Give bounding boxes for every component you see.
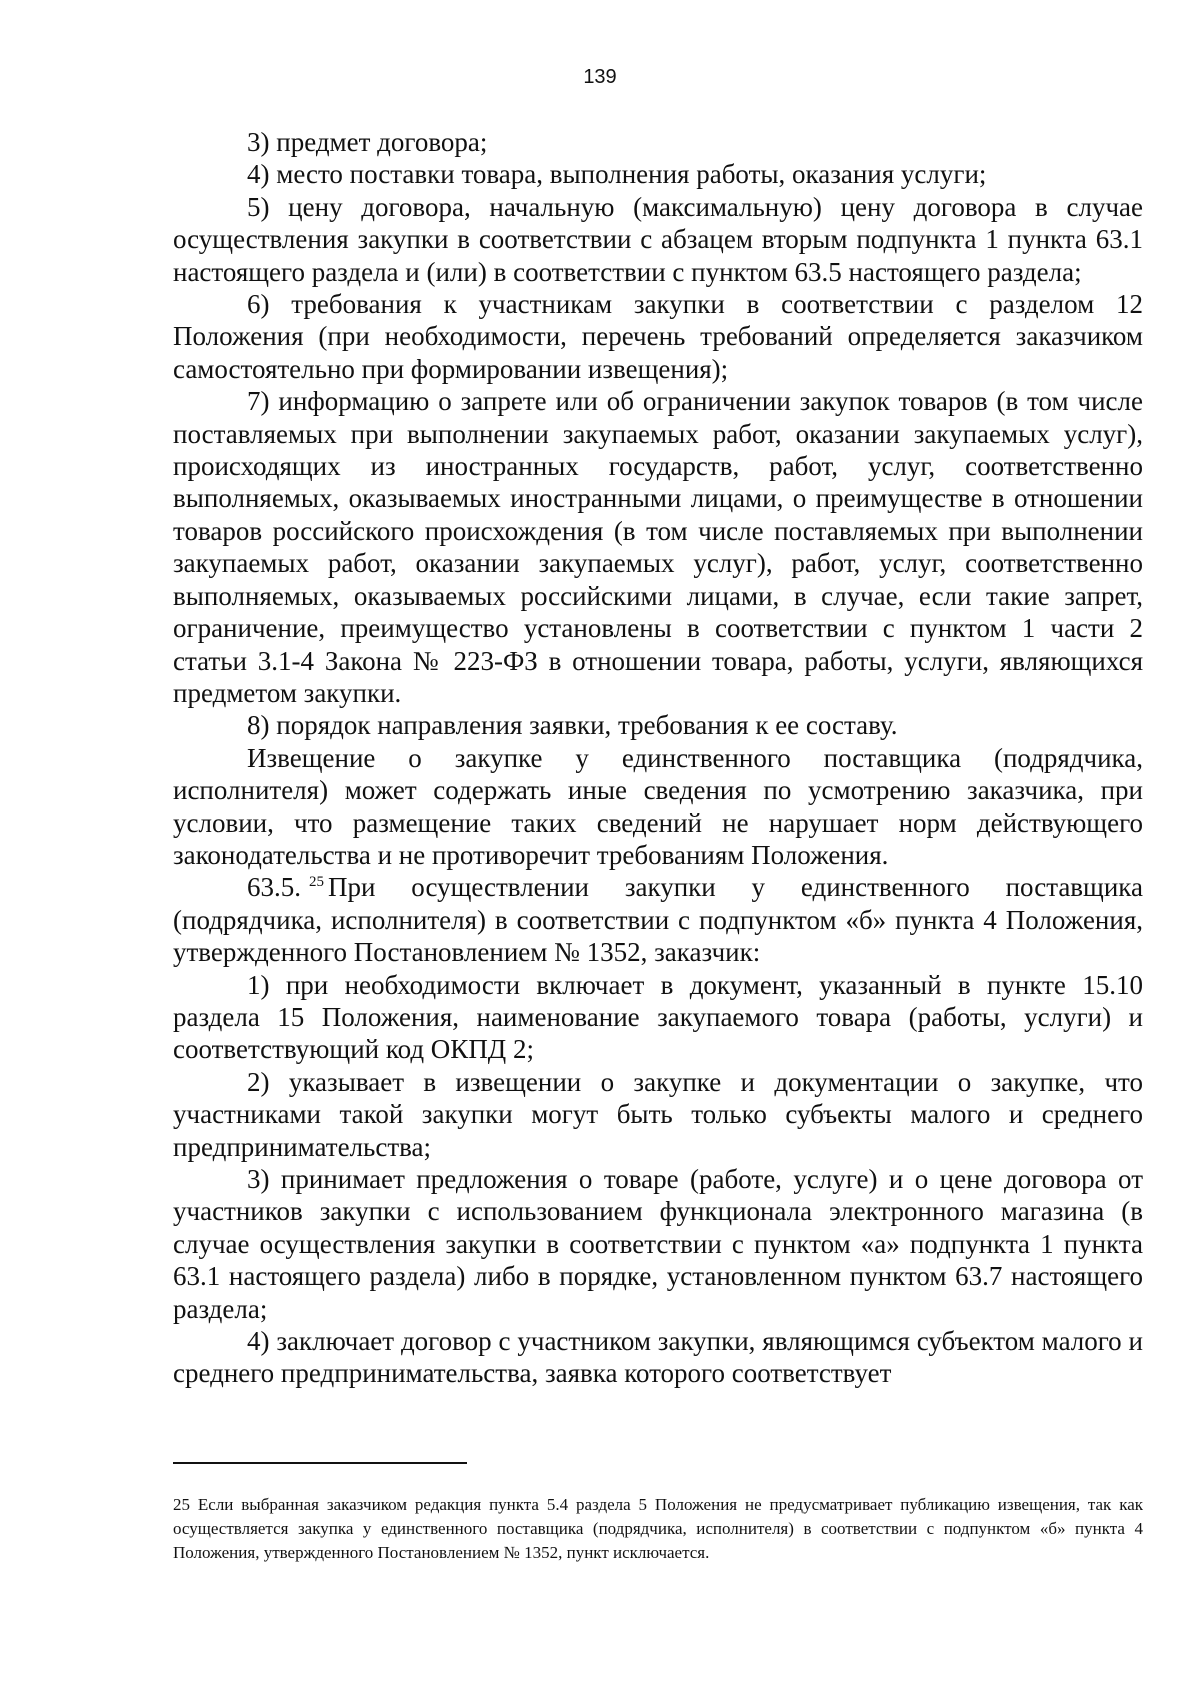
subitem-4: 4) заключает договор с участником закупки, являющимся субъектом малого и среднего предпринимательства, заявка которого соответствует — [173, 1326, 1143, 1389]
clause-text: При осуществлении закупки у единственного поставщика (подрядчика, исполнителя) в соответствии с подпунктом «б» пункта 4 Положения, утвержденного Постановлением № 1352, заказчик: — [173, 872, 1143, 968]
document-body — [173, 126, 1143, 1390]
subitem-2: 2) указывает в извещении о закупке и документации о закупке, что участниками такой закупки могут быть только субъекты малого и среднего предпринимательства; — [173, 1066, 1143, 1162]
subitem-3: 3) принимает предложения о товаре (работе, услуге) и о цене договора от участников закупки с использованием функционала электронного магазина (в случае осуществления закупки в соответствии с пунктом «а» подпункта 1 пункта 63.1 настоящего раздела) либо в порядке, установленном пунктом 63.7 настоящего раздела; — [173, 1164, 1143, 1324]
list-item-7: 7) информацию о запрете или об ограничении закупок товаров (в том числе поставляемых при выполнении закупаемых работ, оказании закупаемых услуг), происходящих из иностранных государств, работ, услуг, соответственно выполняемых, оказываемых иностранными лицами, о преимуществе в отношении товаров российского происхождения (в том числе поставляемых при выполнении закупаемых работ, оказании закупаемых услуг), работ, услуг, соответственно выполняемых, оказываемых российскими лицами, в случае, если такие запрет, ограничение, преимущество установлены в соответствии с пунктом 1 части 2 статьи 3.1-4 Закона № 223-ФЗ в отношении товара, работы, услуги, являющихся предметом закупки. — [173, 386, 1143, 708]
footnote — [173, 1493, 1143, 1565]
clause-number: 63.5. — [247, 872, 301, 903]
list-item-4: 4) место поставки товара, выполнения работы, оказания услуги; — [247, 159, 987, 190]
list-item-3: 3) предмет договора; — [247, 127, 488, 157]
footnote-text: Если выбранная заказчиком редакция пункта 5.4 раздела 5 Положения не предусматривает публикацию извещения, так как осуществляется закупка у единственного поставщика (подрядчика, исполнителя) в соответствии с подпунктом «б» пункта 4 Положения, утвержденного Постановлением № 1352, пункт исключается. — [173, 1495, 1144, 1562]
notice-paragraph: Извещение о закупке у единственного поставщика (подрядчика, исполнителя) может содержать иные сведения по усмотрению заказчика, при условии, что размещение таких сведений не нарушает норм действующего законодательства и не противоречит требованиям Положения. — [173, 742, 1143, 870]
list-item-6: 6) требования к участникам закупки в соответствии с разделом 12 Положения (при необходимости, перечень требований определяется заказчиком самостоятельно при формировании извещения); — [173, 289, 1143, 384]
clause-63-5 — [173, 871, 1143, 968]
list-item-5: 5) цену договора, начальную (максимальную) цену договора в случае осуществления закупки в соответствии с абзацем вторым подпункта 1 пункта 63.1 настоящего раздела и (или) в соответствии с пунктом 63.5 настоящего раздела; — [173, 191, 1143, 287]
subitem-1: 1) при необходимости включает в документ, указанный в пункте 15.10 раздела 15 Положения, наименование закупаемого товара (работы, услуги) и соответствующий код ОКПД 2; — [173, 969, 1143, 1065]
list-item-8: 8) порядок направления заявки, требования к ее составу. — [247, 710, 898, 741]
footnote-reference[interactable]: 25 — [309, 874, 324, 891]
page-number: 139 — [583, 66, 617, 88]
footnote-number: 25 — [173, 1495, 190, 1514]
footnote-divider — [173, 1462, 467, 1464]
